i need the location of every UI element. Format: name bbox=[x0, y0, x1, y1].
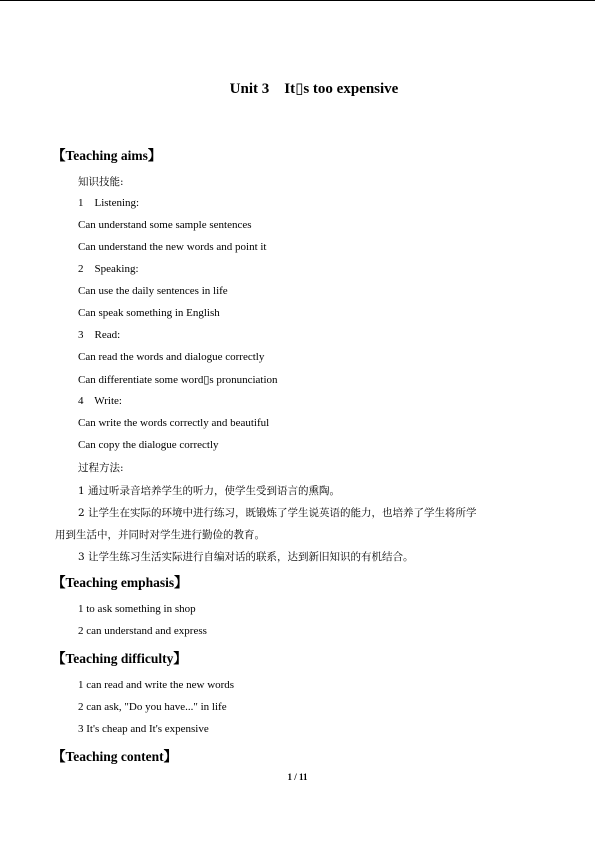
aims-paragraph-3: 3 让学生练习生活实际进行自编对话的联系，达到新旧知识的有机结合。 bbox=[78, 551, 414, 563]
aims-line: 1 通过听录音培养学生的听力，使学生受到语言的熏陶。 bbox=[78, 485, 341, 497]
aims-line: Can differentiate some word▯s pronunciation bbox=[78, 374, 278, 386]
aims-line: Can speak something in English bbox=[78, 307, 220, 319]
aims-line: Can write the words correctly and beautiful bbox=[78, 417, 270, 429]
emphasis-line: 1 to ask something in shop bbox=[78, 603, 196, 615]
heading-teaching-difficulty: 【Teaching difficulty】 bbox=[52, 651, 187, 666]
aims-line: 1 Listening: bbox=[78, 197, 140, 209]
aims-line: Can read the words and dialogue correctly bbox=[78, 351, 265, 363]
difficulty-line: 1 can read and write the new words bbox=[78, 679, 235, 691]
aims-line: Can understand some sample sentences bbox=[78, 219, 252, 231]
document-title: Unit 3 It▯s too expensive bbox=[229, 81, 399, 97]
aims-line: 4 Write: bbox=[78, 395, 122, 407]
aims-line: 3 Read: bbox=[78, 329, 121, 341]
aims-line: Can copy the dialogue correctly bbox=[78, 439, 219, 451]
difficulty-line: 3 It's cheap and It's expensive bbox=[78, 723, 209, 735]
aims-line: 知识技能: bbox=[78, 176, 124, 188]
page-number: 1 / 11 bbox=[287, 772, 308, 782]
aims-paragraph-2-line-2: 用到生活中，并同时对学生进行勤俭的教育。 bbox=[55, 529, 265, 541]
aims-line: 2 Speaking: bbox=[78, 263, 139, 275]
aims-line: 过程方法: bbox=[78, 462, 124, 474]
heading-teaching-aims: 【Teaching aims】 bbox=[52, 148, 162, 163]
heading-teaching-emphasis: 【Teaching emphasis】 bbox=[52, 575, 188, 590]
difficulty-line: 2 can ask, "Do you have..." in life bbox=[78, 701, 227, 713]
heading-teaching-content: 【Teaching content】 bbox=[52, 749, 178, 764]
aims-line: Can use the daily sentences in life bbox=[78, 285, 228, 297]
aims-line: Can understand the new words and point it bbox=[78, 241, 267, 253]
aims-paragraph-2-line-1: 2 让学生在实际的环境中进行练习，既锻炼了学生说英语的能力，也培养了学生将所学 bbox=[78, 507, 477, 519]
emphasis-line: 2 can understand and express bbox=[78, 625, 207, 637]
top-border-line bbox=[0, 0, 595, 1]
